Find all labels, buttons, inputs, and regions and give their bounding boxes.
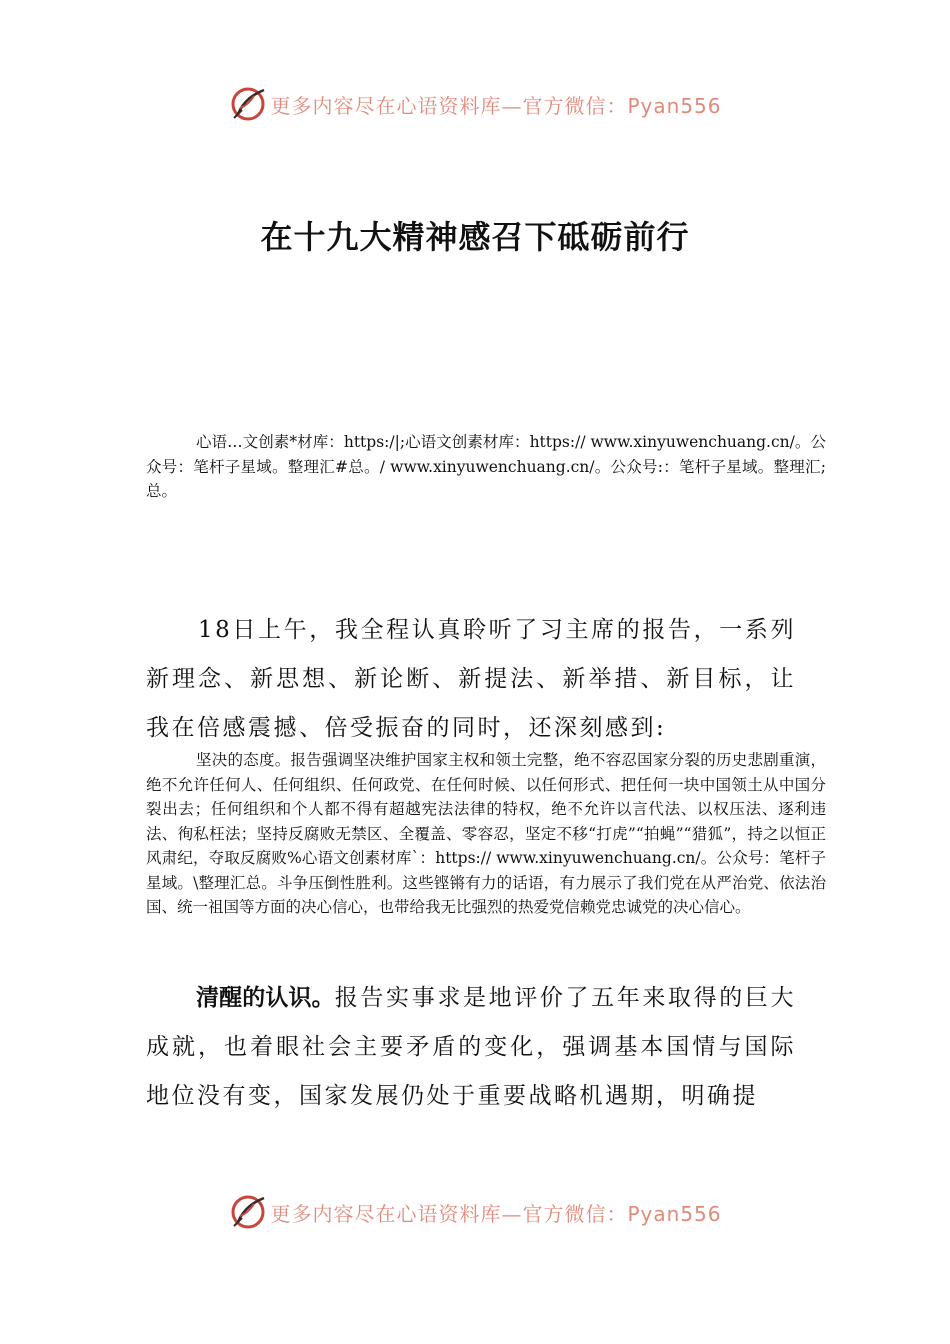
xinyu-logo-icon: [228, 84, 268, 124]
page-title: 在十九大精神感召下砥砺前行: [260, 218, 690, 256]
paragraph-awareness: [146, 974, 796, 1121]
footer-banner-text: 更多内容尽在心语资料库—官方微信：Pyan556: [270, 1201, 722, 1226]
footer-banner-brand: Pyan556: [627, 1201, 722, 1226]
header-banner-text: 更多内容尽在心语资料库—官方微信：Pyan556: [270, 93, 722, 118]
paragraph-intro: 18日上午，我全程认真聆听了习主席的报告，一系列新理念、新思想、新论断、新提法、新举措、新目标，让我在倍感震撼、倍受振奋的同时，还深刻感到:: [146, 617, 796, 741]
paragraph-resolve: 坚决的态度。报告强调坚决维护国家主权和领土完整，绝不容忍国家分裂的历史悲剧重演，绝不允许任何人、任何组织、任何政党、在任何时候、以任何形式、把任何一块中国领土从中国分裂出去；任何组织和个人都不得有超越宪法法律的特权，绝不允许以言代法、以权压法、逐利违法、徇私枉法；坚持反腐败无禁区、全覆盖、零容忍，坚定不移“打虎”“拍蝇”“猎狐”，持之以恒正风肃纪，夺取反腐败%心语文创素材库`：https:// www.xinyuwenchuang.cn/。公众号：笔杆子星域。\整理汇总。斗争压倒性胜利。这些铿锵有力的话语，有力展示了我们党在从严治党、依法治国、统一祖国等方面的决心信心，也带给我无比强烈的热爱党信赖党忠诚党的决心信心。: [146, 751, 826, 916]
xinyu-logo-icon: [228, 1192, 268, 1232]
footer-banner: [0, 1188, 950, 1236]
header-banner: [0, 80, 950, 128]
header-banner-brand: Pyan556: [627, 93, 722, 118]
paragraph-awareness-lead: 清醒的认识。: [196, 985, 335, 1011]
source-note: 心语…文创素*材库：https:/|;心语文创素材库：https:// www.xinyuwenchuang.cn/。公众号：笔杆子星域。整理汇#总。/ www.xinyuwenchuang.cn/。公众号:：笔杆子星域。整理汇;总。: [146, 433, 826, 500]
paragraph-awareness-text: 报告实事求是地评价了五年来取得的巨大成就，也着眼社会主要矛盾的变化，强调基本国情与国际地位没有变，国家发展仍处于重要战略机遇期，明确提: [146, 985, 797, 1109]
